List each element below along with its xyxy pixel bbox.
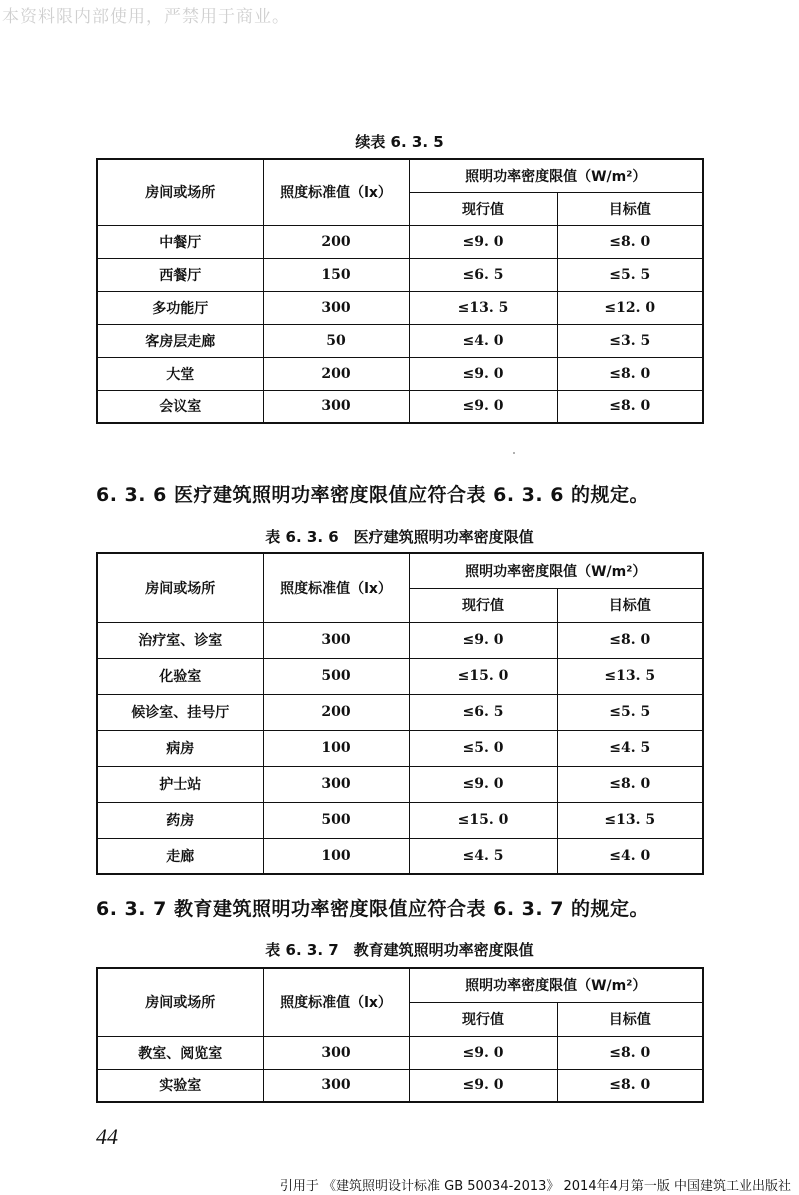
header-room: 房间或场所 <box>97 553 263 622</box>
target-value-cell: ≤5. 5 <box>557 694 703 730</box>
clause-text: 医疗建筑照明功率密度限值应符合表 6. 3. 6 的规定。 <box>174 484 650 506</box>
current-value-cell: ≤9. 0 <box>409 357 557 390</box>
room-name-cell: 会议室 <box>97 390 263 423</box>
current-value-cell: ≤9. 0 <box>409 390 557 423</box>
target-value-cell: ≤8. 0 <box>557 357 703 390</box>
room-name-cell: 西餐厅 <box>97 258 263 291</box>
room-name-cell: 候诊室、挂号厅 <box>97 694 263 730</box>
table-caption-6-3-6: 表 6. 3. 6 医疗建筑照明功率密度限值 <box>265 528 534 546</box>
illuminance-cell: 300 <box>263 766 409 802</box>
table-row <box>97 390 703 423</box>
current-value-cell: ≤9. 0 <box>409 622 557 658</box>
header-power-density: 照明功率密度限值（W/m²） <box>409 159 703 192</box>
scan-speck <box>513 452 515 454</box>
table-row <box>97 291 703 324</box>
citation-footer: 引用于 《建筑照明设计标准 GB 50034-2013》 2014年4月第一版 中国建筑工业出版社 <box>279 1179 791 1194</box>
room-name-cell: 实验室 <box>97 1069 263 1102</box>
illuminance-cell: 300 <box>263 622 409 658</box>
header-illuminance: 照度标准值（lx） <box>263 159 409 225</box>
current-value-cell: ≤9. 0 <box>409 766 557 802</box>
illuminance-cell: 300 <box>263 390 409 423</box>
target-value-cell: ≤8. 0 <box>557 1069 703 1102</box>
current-value-cell: ≤6. 5 <box>409 258 557 291</box>
table-row <box>97 838 703 874</box>
target-value-cell: ≤5. 5 <box>557 258 703 291</box>
room-name-cell: 化验室 <box>97 658 263 694</box>
table-6-3-7 <box>96 967 704 1103</box>
page-number: 44 <box>96 1124 118 1149</box>
table-6-3-6 <box>96 552 704 875</box>
clause-6-3-7 <box>96 894 649 921</box>
table-6-3-5-continued <box>96 158 704 424</box>
current-value-cell: ≤4. 0 <box>409 324 557 357</box>
target-value-cell: ≤8. 0 <box>557 390 703 423</box>
clause-number: 6. 3. 6 <box>96 484 167 506</box>
target-value-cell: ≤8. 0 <box>557 1036 703 1069</box>
room-name-cell: 大堂 <box>97 357 263 390</box>
header-target-value: 目标值 <box>557 1002 703 1036</box>
table-row <box>97 225 703 258</box>
clause-text: 教育建筑照明功率密度限值应符合表 6. 3. 7 的规定。 <box>174 898 650 920</box>
header-current-value: 现行值 <box>409 1002 557 1036</box>
target-value-cell: ≤4. 0 <box>557 838 703 874</box>
current-value-cell: ≤5. 0 <box>409 730 557 766</box>
room-name-cell: 客房层走廊 <box>97 324 263 357</box>
room-name-cell: 病房 <box>97 730 263 766</box>
illuminance-cell: 150 <box>263 258 409 291</box>
table-row <box>97 730 703 766</box>
target-value-cell: ≤8. 0 <box>557 622 703 658</box>
illuminance-cell: 100 <box>263 838 409 874</box>
current-value-cell: ≤9. 0 <box>409 1036 557 1069</box>
illuminance-cell: 300 <box>263 291 409 324</box>
illuminance-cell: 300 <box>263 1036 409 1069</box>
illuminance-cell: 200 <box>263 357 409 390</box>
header-power-density: 照明功率密度限值（W/m²） <box>409 553 703 588</box>
illuminance-cell: 500 <box>263 658 409 694</box>
header-illuminance: 照度标准值（lx） <box>263 968 409 1036</box>
header-power-density: 照明功率密度限值（W/m²） <box>409 968 703 1002</box>
table-row <box>97 1036 703 1069</box>
current-value-cell: ≤9. 0 <box>409 225 557 258</box>
table-row <box>97 802 703 838</box>
table-caption-6-3-5-cont: 续表 6. 3. 5 <box>355 133 444 151</box>
table-caption-6-3-7: 表 6. 3. 7 教育建筑照明功率密度限值 <box>265 941 534 959</box>
room-name-cell: 药房 <box>97 802 263 838</box>
table-row <box>97 357 703 390</box>
table-row <box>97 1069 703 1102</box>
illuminance-cell: 200 <box>263 694 409 730</box>
room-name-cell: 多功能厅 <box>97 291 263 324</box>
illuminance-cell: 100 <box>263 730 409 766</box>
current-value-cell: ≤9. 0 <box>409 1069 557 1102</box>
table-row <box>97 324 703 357</box>
header-current-value: 现行值 <box>409 588 557 622</box>
header-target-value: 目标值 <box>557 588 703 622</box>
room-name-cell: 护士站 <box>97 766 263 802</box>
illuminance-cell: 200 <box>263 225 409 258</box>
current-value-cell: ≤13. 5 <box>409 291 557 324</box>
target-value-cell: ≤4. 5 <box>557 730 703 766</box>
current-value-cell: ≤15. 0 <box>409 802 557 838</box>
illuminance-cell: 300 <box>263 1069 409 1102</box>
table-row <box>97 658 703 694</box>
table-row <box>97 694 703 730</box>
room-name-cell: 中餐厅 <box>97 225 263 258</box>
header-room: 房间或场所 <box>97 968 263 1036</box>
table-row <box>97 622 703 658</box>
target-value-cell: ≤3. 5 <box>557 324 703 357</box>
room-name-cell: 教室、阅览室 <box>97 1036 263 1069</box>
room-name-cell: 治疗室、诊室 <box>97 622 263 658</box>
current-value-cell: ≤15. 0 <box>409 658 557 694</box>
target-value-cell: ≤8. 0 <box>557 766 703 802</box>
target-value-cell: ≤13. 5 <box>557 658 703 694</box>
illuminance-cell: 50 <box>263 324 409 357</box>
header-current-value: 现行值 <box>409 192 557 225</box>
table-row <box>97 766 703 802</box>
header-target-value: 目标值 <box>557 192 703 225</box>
target-value-cell: ≤8. 0 <box>557 225 703 258</box>
current-value-cell: ≤6. 5 <box>409 694 557 730</box>
header-illuminance: 照度标准值（lx） <box>263 553 409 622</box>
target-value-cell: ≤13. 5 <box>557 802 703 838</box>
clause-number: 6. 3. 7 <box>96 898 167 920</box>
room-name-cell: 走廊 <box>97 838 263 874</box>
current-value-cell: ≤4. 5 <box>409 838 557 874</box>
header-room: 房间或场所 <box>97 159 263 225</box>
target-value-cell: ≤12. 0 <box>557 291 703 324</box>
table-row <box>97 258 703 291</box>
clause-6-3-6 <box>96 480 649 507</box>
watermark: 本资料限内部使用，严禁用于商业。 <box>2 7 290 27</box>
illuminance-cell: 500 <box>263 802 409 838</box>
